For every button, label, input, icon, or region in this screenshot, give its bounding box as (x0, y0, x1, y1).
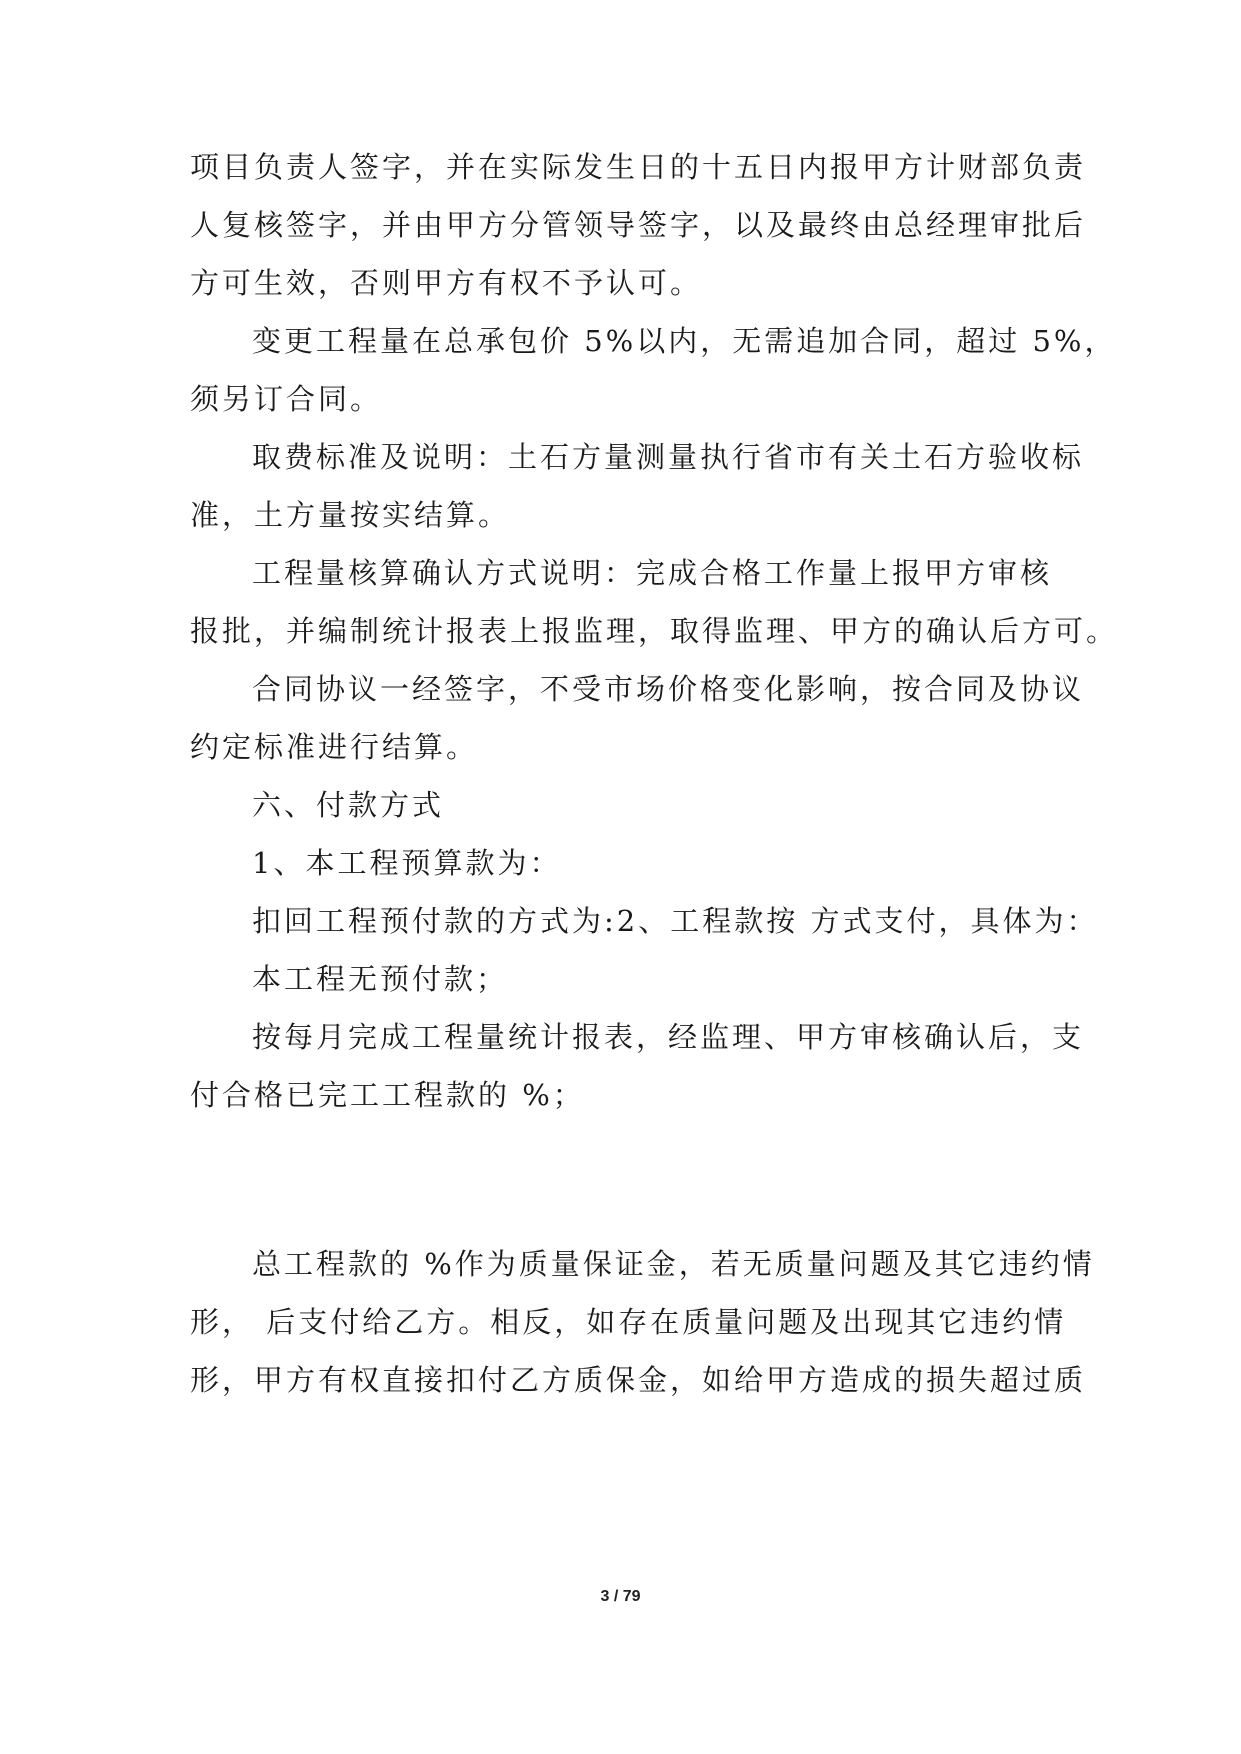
text-line: 方可生效，否则甲方有权不予认可。 (190, 266, 703, 300)
text-line: 项目负责人签字，并在实际发生日的十五日内报甲方计财部负责 (190, 150, 1087, 184)
text-line: 人复核签字，并由甲方分管领导签字，以及最终由总经理审批后 (190, 208, 1087, 242)
page-number: 3 / 79 (600, 1588, 641, 1605)
text-line: 按每月完成工程量统计报表，经监理、甲方审核确认后，支 (252, 1020, 1085, 1054)
body-text-block-2 (190, 1235, 1095, 1409)
text-line: 报批，并编制统计报表上报监理，取得监理、甲方的确认后方可。 (190, 614, 1119, 648)
body-text-block-1 (190, 138, 1119, 1124)
text-line: 形，甲方有权直接扣付乙方质保金，如给甲方造成的损失超过质 (190, 1363, 1087, 1397)
text-line: 扣回工程预付款的方式为:2、工程款按 方式支付，具体为： (252, 904, 1099, 938)
text-line: 准，土方量按实结算。 (190, 498, 511, 532)
text-line: 六、付款方式 (252, 788, 445, 822)
text-line: 本工程无预付款； (252, 962, 509, 996)
text-line: 总工程款的 %作为质量保证金，若无质量问题及其它违约情 (252, 1247, 1095, 1281)
text-line: 须另订合同。 (190, 382, 383, 416)
text-line: 工程量核算确认方式说明：完成合格工作量上报甲方审核 (252, 556, 1053, 590)
text-line: 付合格已完工工程款的 %； (190, 1078, 585, 1112)
text-line: 合同协议一经签字，不受市场价格变化影响，按合同及协议 (252, 672, 1085, 706)
text-line: 变更工程量在总承包价 5%以内，无需追加合同，超过 5%， (252, 324, 1117, 358)
text-line: 取费标准及说明：土石方量测量执行省市有关土石方验收标 (252, 440, 1085, 474)
text-line: 约定标准进行结算。 (190, 730, 479, 764)
text-line: 形， 后支付给乙方。相反，如存在质量问题及出现其它违约情 (190, 1305, 1067, 1339)
text-line: 1、本工程预算款为： (252, 846, 562, 880)
